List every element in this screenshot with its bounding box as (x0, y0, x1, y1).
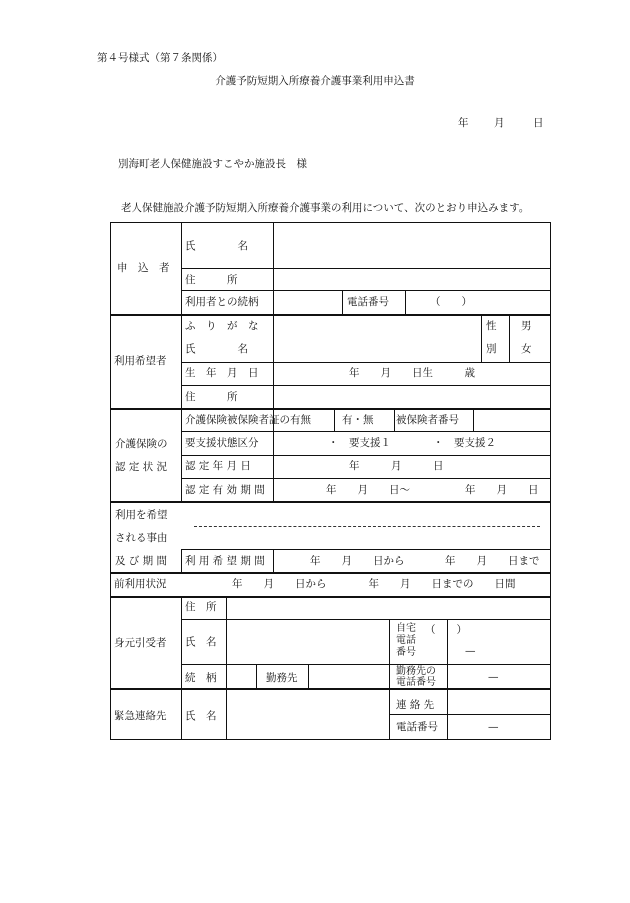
guarantor-home-phone-parens: （ ） (425, 624, 467, 636)
form-title: 介護予防短期入所療養介護事業利用申込書 (215, 75, 415, 87)
guarantor-name-label: 氏 名 (185, 636, 217, 648)
date-day: 日 (533, 117, 544, 129)
reason-period-to: 年 月 日まで (445, 555, 540, 567)
insurance-period-label: 認 定 有 効 期 間 (185, 484, 265, 496)
applicant-address-label: 住 所 (185, 274, 238, 286)
guarantor-home-phone-label-1: 自宅 (396, 623, 416, 634)
reason-period-label: 利 用 希 望 期 間 (185, 555, 265, 567)
user-furigana-label: ふ り が な (185, 320, 259, 332)
user-birth-value: 年 月 日生 歳 (349, 367, 475, 379)
reason-label-3: 及 び 期 間 (115, 555, 168, 567)
guarantor-home-phone-label-2: 電話 (396, 635, 416, 646)
insurance-section-label-2: 認 定 状 況 (115, 461, 168, 473)
user-section-label: 利用希望者 (114, 355, 167, 367)
insurance-section-label-1: 介護保険の (115, 438, 168, 450)
guarantor-address-label: 住 所 (185, 601, 217, 613)
insurance-level-2: ・ 要支援２ (433, 437, 496, 449)
addressee: 別海町老人保健施設すこやか施設長 様 (118, 158, 307, 170)
emergency-section-label: 緊急連絡先 (114, 710, 167, 722)
date-line (458, 115, 544, 130)
insurance-date-label: 認 定 年 月 日 (185, 460, 251, 472)
insurance-level-label: 要支援状態区分 (185, 437, 259, 449)
guarantor-relation-label: 続 柄 (185, 672, 217, 684)
applicant-section-label: 申 込 者 (117, 262, 170, 274)
emergency-name-label: 氏 名 (185, 710, 217, 722)
user-male-option: 男 (521, 320, 532, 332)
guarantor-home-phone-dash: — (465, 645, 476, 657)
emergency-phone-dash: — (488, 721, 499, 733)
date-year: 年 (458, 117, 469, 129)
insurance-date-value: 年 月 日 (349, 460, 444, 472)
reason-label-2: される事由 (115, 532, 168, 544)
intro-text: 老人保健施設介護予防短期入所療養介護事業の利用について、次のとおり申込みます。 (121, 202, 530, 214)
form-reference: 第４号様式（第７条関係） (97, 52, 223, 64)
insurance-period-from: 年 月 日〜 (326, 484, 410, 496)
insurance-card-value: 有・無 (342, 414, 374, 426)
user-sex-label-2: 別 (486, 343, 497, 355)
emergency-phone-label: 電話番号 (396, 721, 438, 733)
guarantor-workplace-label: 勤務先 (266, 672, 298, 684)
previous-use-value: 年 月 日から 年 月 日までの 日間 (232, 578, 516, 590)
insurance-period-to: 年 月 日 (465, 484, 539, 496)
user-name-label: 氏 名 (185, 343, 248, 355)
insurance-level-1: ・ 要支援１ (328, 437, 391, 449)
application-form-table (110, 222, 551, 740)
insurance-card-label: 介護保険被保険者証の有無 (185, 414, 311, 426)
user-address-label: 住 所 (185, 391, 238, 403)
guarantor-work-phone-dash: — (488, 671, 499, 683)
previous-use-label: 前利用状況 (114, 578, 167, 590)
applicant-phone-label: 電話番号 (347, 296, 389, 308)
user-sex-label-1: 性 (486, 320, 497, 332)
user-birth-label: 生 年 月 日 (185, 367, 259, 379)
reason-dashed-line (194, 526, 540, 527)
guarantor-section-label: 身元引受者 (114, 637, 167, 649)
date-month: 月 (494, 117, 505, 129)
applicant-name-label: 氏 名 (185, 240, 248, 252)
reason-period-from: 年 月 日から (310, 555, 405, 567)
guarantor-work-phone-label-2: 電話番号 (396, 677, 436, 688)
applicant-phone-parens: （ ） (430, 296, 472, 308)
user-female-option: 女 (521, 343, 532, 355)
guarantor-home-phone-label-3: 番号 (396, 647, 416, 658)
insurance-number-label: 被保険者番号 (396, 414, 459, 426)
emergency-contact-label: 連 絡 先 (396, 699, 435, 711)
guarantor-work-phone-label-1: 勤務先の (396, 666, 436, 677)
applicant-relation-label: 利用者との続柄 (185, 296, 259, 308)
reason-label-1: 利用を希望 (115, 509, 168, 521)
